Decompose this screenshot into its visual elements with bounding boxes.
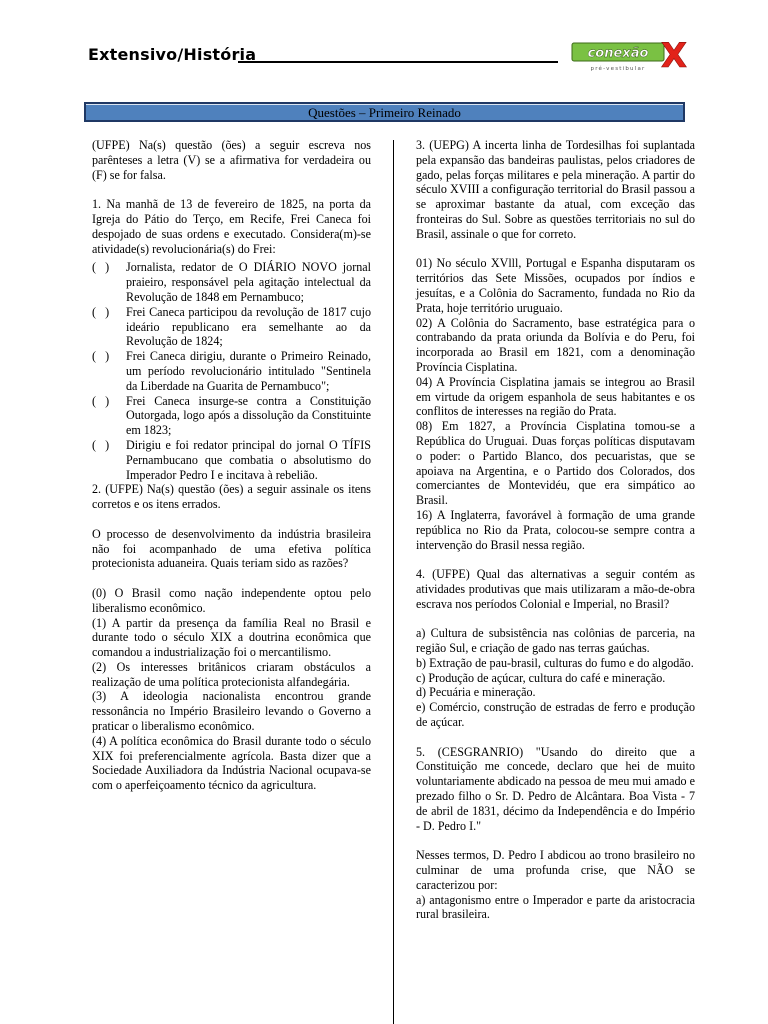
question-2-option: (2) Os interesses britânicos criaram obstáculos a realização de uma política protecionista alfandegária. (92, 659, 371, 689)
answer-blank: ( ) (92, 349, 110, 364)
question-2-option: (4) A política econômica do Brasil durante todo o século XIX foi preferencialmente agrícola. Basta dizer que a Sociedade Auxiliadora da Indústria Nacional ocupava-se com o aperfeiçoamento técnico da agricultura. (92, 733, 371, 793)
column-divider (393, 140, 394, 1024)
question-1-item (92, 438, 371, 482)
instructions-vf: (UFPE) Na(s) questão (ões) a seguir escreva nos parênteses a letra (V) se a afirmativa for verdadeira ou (F) se for falsa. (92, 138, 371, 182)
question-2-stem: O processo de desenvolvimento da indústria brasileira não foi acompanhado de uma efetiva política protecionista aduaneira. Quais teriam sido as razões? (92, 526, 371, 571)
question-3-stem: 3. (UEPG) A incerta linha de Tordesilhas foi suplantada pela expansão das bandeiras paulistas, pelos criadores de gado, pelas forças militares e pela mineração. A partir do século XVIII a configuração territorial do Brasil passou a se aproximar bastante da atual, com exceção das fronteiras do Sul. Sobre as questões territoriais no sul do Brasil, assinale o que for correto. (416, 138, 695, 241)
question-5-stem: 5. (CESGRANRIO) "Usando do direito que a Constituição me concede, declaro que hei de muito voluntariamente abdicado na pessoa de meu mui amado e prezado filho o Sr. D. Pedro de Alcântara. Boa Vista - 7 de abril de 1831, décimo da Independência e do Império - D. Pedro I." (416, 744, 695, 833)
question-4-option: b) Extração de pau-brasil, culturas do fumo e do algodão. (416, 655, 694, 670)
question-3-option: 04) A Província Cisplatina jamais se integrou ao Brasil em virtude da origem espanhola de seus habitantes e os conflitos de interesses na região do Prata. (416, 374, 695, 419)
question-3-option: 02) A Colônia do Sacramento, base estratégica para o contrabando da prata oriunda da Bolívia e do Peru, foi incorporada ao Brasil em 1821, com a denominação Província Cisplatina. (416, 315, 695, 374)
item-text: Frei Caneca insurge-se contra a Constituição Outorgada, logo após a dissolução da Constituinte em 1823; (126, 393, 371, 438)
left-column (92, 138, 371, 793)
section-title: Questões – Primeiro Reinado (308, 105, 461, 120)
question-2-option: (0) O Brasil como nação independente optou pelo liberalismo econômico. (92, 585, 371, 615)
logo-text: conexão (587, 46, 649, 61)
section-banner (84, 102, 685, 122)
logo-tagline: pré-vestibular (590, 66, 646, 72)
header-underline (238, 61, 558, 63)
item-text: Jornalista, redator de O DIÁRIO NOVO jornal praieiro, responsável pela agitação intelectual da Revolução de 1848 em Pernambuco; (126, 260, 371, 304)
question-1-item (92, 260, 371, 304)
question-1-item (92, 305, 371, 349)
right-column (416, 138, 695, 922)
question-4-option: d) Pecuária e mineração. (416, 685, 536, 700)
question-2-option: (3) A ideologia nacionalista encontrou grande ressonância no Império Brasileiro levando o Governo a praticar o liberalismo econômico. (92, 689, 371, 734)
question-5-option: a) antagonismo entre o Imperador e parte da aristocracia rural brasileira. (416, 892, 695, 922)
question-4-option: c) Produção de açúcar, cultura do café e mineração. (416, 670, 666, 685)
item-text: Dirigiu e foi redator principal do jornal O TÍFIS Pernambucano que combatia o absolutismo do Imperador Pedro I e incitava à rebelião. (126, 437, 371, 482)
logo-x: X (660, 36, 688, 74)
question-1-item (92, 349, 371, 393)
question-2-instruction: 2. (UFPE) Na(s) questão (ões) a seguir assinale os itens corretos e os itens errados. (92, 482, 371, 512)
item-text: Frei Caneca participou da revolução de 1817 cujo ideário republicano era semelhante ao da Revolução de 1824; (126, 304, 371, 349)
answer-blank: ( ) (92, 437, 110, 452)
item-text: Frei Caneca dirigiu, durante o Primeiro Reinado, um período revolucionário intitulado "Sentinela da Liberdade na Guarita de Pernambuco"; (126, 349, 371, 393)
answer-blank: ( ) (92, 393, 110, 408)
header-title: Extensivo/História (88, 45, 257, 64)
question-4-stem: 4. (UFPE) Qual das alternativas a seguir contém as atividades produtivas que mais utilizaram a mão-de-obra escrava nos períodos Colonial e Imperial, no Brasil? (416, 567, 695, 611)
question-4-option: e) Comércio, construção de estradas de ferro e produção de açúcar. (416, 700, 695, 730)
question-5-question: Nesses termos, D. Pedro I abdicou ao trono brasileiro no culminar de uma profunda crise, que NÃO se caracterizou por: (416, 848, 695, 892)
conexao-logo (570, 34, 690, 74)
question-2-option: (1) A partir da presença da família Real no Brasil e durante todo o século XIX a doutrina econômica que comandou a industrialização foi o mercantilismo. (92, 615, 371, 660)
question-1-item (92, 394, 371, 438)
question-3-option: 16) A Inglaterra, favorável à formação de uma grande república no Rio da Prata, colocou-se sempre contra a intervenção do Brasil nessa região. (416, 507, 695, 552)
answer-blank: ( ) (92, 304, 110, 319)
answer-blank: ( ) (92, 260, 110, 275)
question-4-option: a) Cultura de subsistência nas colônias de parceria, na região Sul, e criação de gado nas terras gaúchas. (416, 626, 695, 656)
question-3-option: 08) Em 1827, a Província Cisplatina tomou-se a República do Uruguai. Duas forças políticas disputavam o poder: o Partido Blanco, dos pecuaristas, que se apoiava na Argentina, e o Partido dos Colorados, dos comerciantes de Montevidéu, que era simpático ao Brasil. (416, 419, 695, 508)
question-1-stem: 1. Na manhã de 13 de fevereiro de 1825, na porta da Igreja do Pátio do Terço, em Recife, Frei Caneca foi despojado de suas ordens e executado. Considera(m)-se atividade(s) revolucionária(s) do Frei: (92, 197, 371, 256)
question-3-option: 01) No século XVlll, Portugal e Espanha disputaram os territórios das Sete Missões, ocupados por índios e jesuítas, e a Colônia do Sacramento, fundada no Rio da Prata, hoje território uruguaio. (416, 256, 695, 315)
